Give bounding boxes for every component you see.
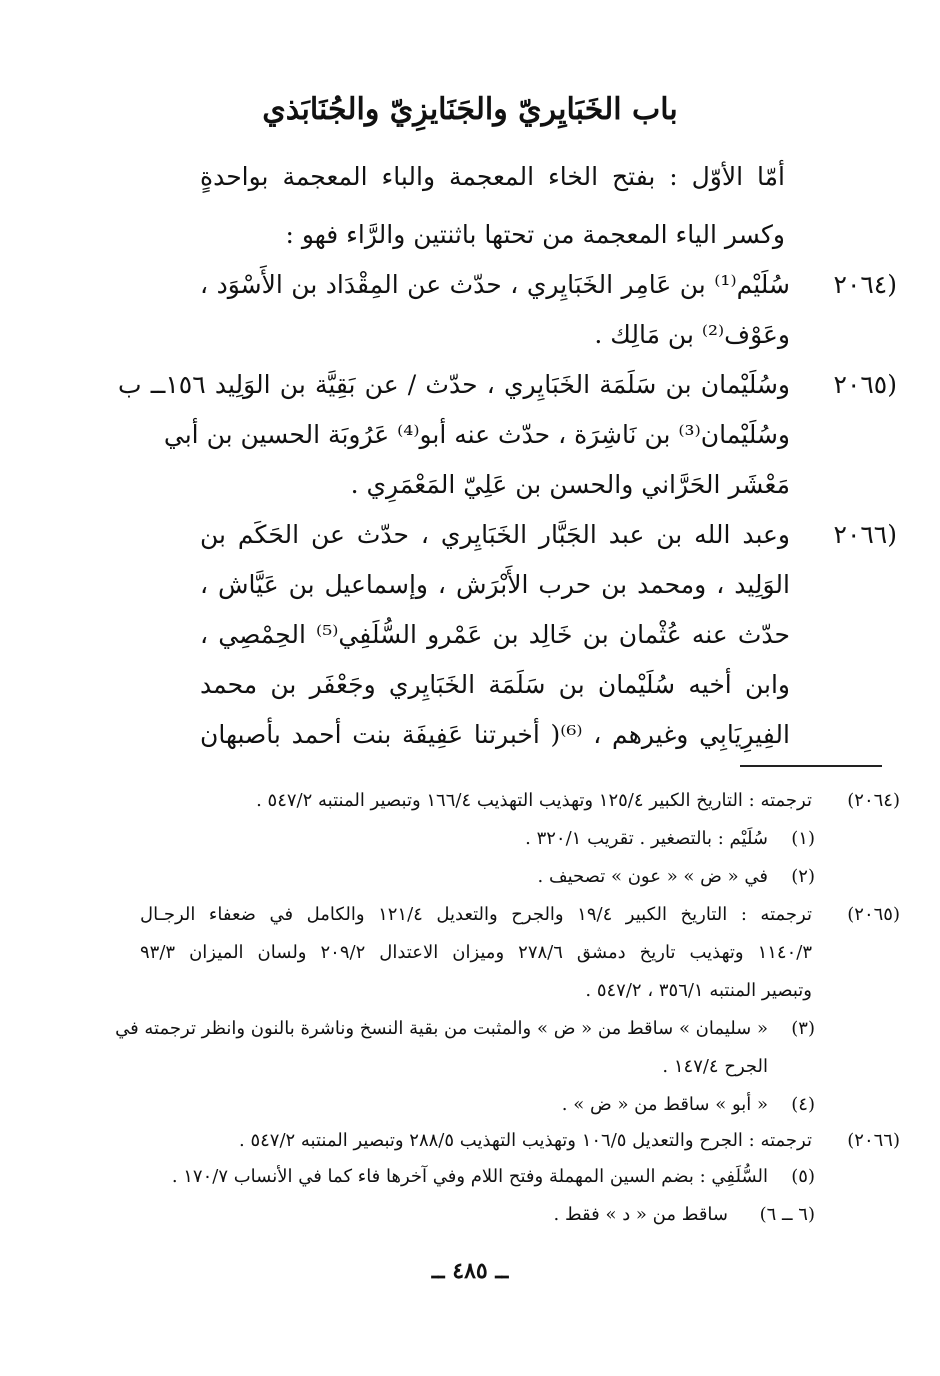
entry-2066-line-5: الفِيرِيَابِي وغيرهم ، ⁽⁶⁾( أخبرتنا عَفِيفَة بنت أحمد بأصبهان: [200, 720, 790, 749]
footnote-2-text: في « ض » « عون » تصحيف .: [537, 866, 768, 887]
footnote-2065-line-3: وتبصير المنتبه ٣٥٦/١ ، ٥٤٧/٢ .: [585, 980, 812, 1001]
footnote-6-number: (٦ ــ ٦): [759, 1204, 815, 1225]
footnote-1-text: سُلَيْم : بالتصغير . تقريب ٣٢٠/١ .: [525, 828, 768, 849]
footnote-5-text: السُّلَفِي : بضم السين المهملة وفتح اللام وفي آخرها فاء كما في الأنساب ١٧٠/٧ .: [171, 1166, 768, 1187]
entry-2064-line-2: وعَوْف⁽²⁾ بن مَالِك .: [594, 320, 790, 349]
entry-2066-line-3: حدّث عنه عُثْمان بن خَالِد بن عَمْرو السُّلَفِي⁽⁵⁾ الحِمْصِي ،: [200, 620, 790, 649]
entry-2066-line-1: وعبد الله بن عبد الجَبَّار الخَبَايِري ، حدّث عن الحَكَم بن: [200, 520, 790, 549]
footnote-4-text: « أبو » ساقط من « ض » .: [561, 1094, 768, 1115]
footnote-1-number: (١): [791, 828, 815, 849]
entry-2065-line-2: وسُلَيْمان⁽³⁾ بن نَاشِرَة ، حدّث عنه أبو⁽⁴⁾ عَرُوبَة الحسين بن أبي: [163, 420, 790, 449]
intro-line-2: وكسر الياء المعجمة من تحتها باثنتين والرَّاء فهو :: [285, 220, 785, 249]
footnote-separator: [740, 765, 882, 767]
intro-line-1: أمّا الأوّل : بفتح الخاء المعجمة والباء المعجمة بواحدةٍ: [200, 162, 785, 191]
chapter-title: باب الخَبَايِريّ والجَنَايزِيّ والجُنَابَذي: [262, 92, 678, 127]
entry-2066-line-4: وابن أخيه سُلَيْمان بن سَلَمَة الخَبَايِري وجَعْفَر بن محمد: [200, 670, 790, 699]
footnote-4-number: (٤): [791, 1094, 815, 1115]
entry-number-2064: (٢٠٦٤: [833, 270, 897, 299]
footnote-3-line-2: الجرح ١٤٧/٤ .: [662, 1056, 768, 1077]
footnote-2065-line-1: ترجمته : التاريخ الكبير ١٩/٤ والجرح والتعديل ١٢١/٤ والكامل في ضعفاء الرجـال: [140, 904, 812, 925]
entry-2066-line-2: الوَلِيد ، ومحمد بن حرب الأَبْرَش ، وإسماعيل بن عَيَّاش ،: [200, 570, 790, 599]
footnote-2066-text: ترجمته : الجرح والتعديل ١٠٦/٥ وتهذيب التهذيب ٢٨٨/٥ وتبصير المنتبه ٥٤٧/٢ .: [238, 1130, 812, 1151]
entry-2064-line-1: سُلَيْم⁽¹⁾ بن عَامِر الخَبَايِري ، حدّث عن المِقْدَاد بن الأَسْوَد ،: [200, 270, 790, 299]
footnote-number-2064: (٢٠٦٤): [847, 790, 900, 811]
footnote-3-number: (٣): [791, 1018, 815, 1039]
footnote-number-2065: (٢٠٦٥): [847, 904, 900, 925]
footnote-number-2066: (٢٠٦٦): [847, 1130, 900, 1151]
entry-2065-line-3: مَعْشَر الحَرَّاني والحسن بن عَلِيّ المَعْمَرِي .: [350, 470, 790, 499]
footnote-2065-line-2: ١١٤٠/٣ وتهذيب تاريخ دمشق ٢٧٨/٦ وميزان الاعتدال ٢٠٩/٢ ولسان الميزان ٩٣/٣: [140, 942, 812, 963]
page-number: ــ ٤٨٥ ــ: [431, 1258, 509, 1284]
entry-2065-line-1: وسُلَيْمان بن سَلَمَة الخَبَايِري ، حدّث / عن بَقِيَّة بن الوَلِيد ١٥٦ــ ب: [118, 370, 790, 399]
footnote-6-text: ساقط من « د » فقط .: [553, 1204, 728, 1225]
footnote-3-line-1: « سليمان » ساقط من « ض » والمثبت من بقية النسخ وناشرة بالنون وانظر ترجمته في: [115, 1018, 768, 1039]
footnote-2-number: (٢): [791, 866, 815, 887]
footnote-5-number: (٥): [791, 1166, 815, 1187]
footnote-2064-text: ترجمته : التاريخ الكبير ١٢٥/٤ وتهذيب التهذيب ١٦٦/٤ وتبصير المنتبه ٥٤٧/٢ .: [256, 790, 812, 811]
entry-number-2066: (٢٠٦٦: [833, 520, 897, 549]
entry-number-2065: (٢٠٦٥: [833, 370, 897, 399]
